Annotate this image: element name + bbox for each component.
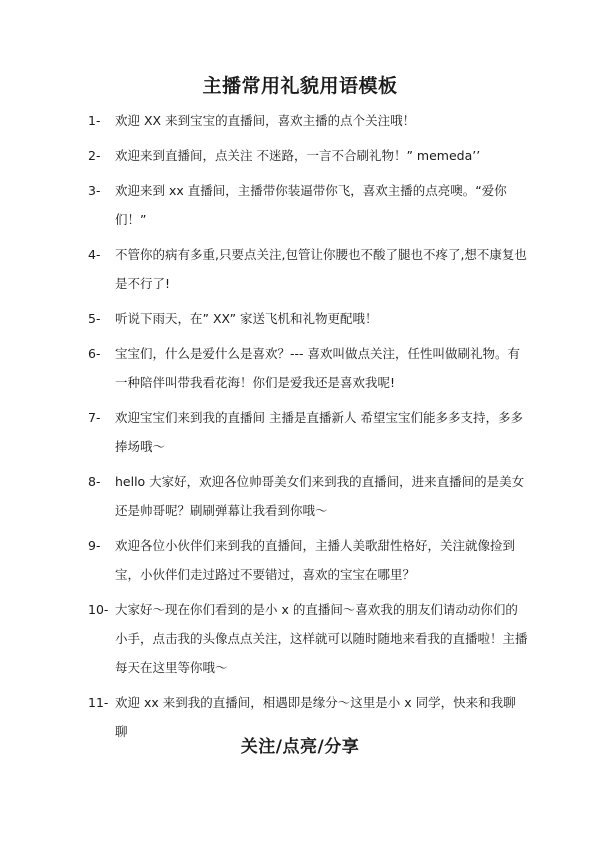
item-text: 欢迎来到直播间，点关注 不迷路，一言不合刷礼物！” memeda’’ xyxy=(115,148,481,163)
list-item xyxy=(88,240,528,298)
item-text: 听说下雨天，在” XX” 家送飞机和礼物更配哦！ xyxy=(115,311,378,326)
item-number: 1- xyxy=(88,113,101,128)
item-number: 2- xyxy=(88,148,101,163)
item-text: 宝宝们，什么是爱什么是喜欢？--- 喜欢叫做点关注，任性叫做刷礼物。有一种陪伴叫带我看花海！你们是爱我还是喜欢我呢! xyxy=(115,346,521,390)
item-number: 11- xyxy=(88,695,109,710)
item-number: 5- xyxy=(88,311,101,326)
list-item xyxy=(88,531,528,589)
item-number: 7- xyxy=(88,410,101,425)
item-number: 6- xyxy=(88,346,101,361)
list-item xyxy=(88,141,528,170)
item-text: hello 大家好，欢迎各位帅哥美女们来到我的直播间，进来直播间的是美女还是帅哥呢？刷刷弹幕让我看到你哦～ xyxy=(115,474,525,518)
item-number: 9- xyxy=(88,538,101,553)
list-item xyxy=(88,595,528,682)
item-text: 欢迎 XX 来到宝宝的直播间，喜欢主播的点个关注哦！ xyxy=(115,113,416,128)
item-text: 大家好～现在你们看到的是小 x 的直播间～喜欢我的朋友们请动动你们的小手，点击我的头像点点关注，这样就可以随时随地来看我的直播啦！主播每天在这里等你哦～ xyxy=(115,602,528,675)
list-item xyxy=(88,106,528,135)
item-text: 欢迎 xx 来到我的直播间，相遇即是缘分～这里是小 x 同学，快来和我聊聊 xyxy=(115,695,516,739)
document-title: 主播常用礼貌用语模板 xyxy=(202,75,398,97)
list-item xyxy=(88,467,528,525)
list-item xyxy=(88,304,528,333)
item-text: 欢迎各位小伙伴们来到我的直播间，主播人美歌甜性格好，关注就像捡到宝，小伙伴们走过路过不要错过，喜欢的宝宝在哪里？ xyxy=(115,538,516,582)
item-number: 3- xyxy=(88,183,101,198)
item-number: 8- xyxy=(88,474,101,489)
item-text: 不管你的病有多重,只要点关注,包管让你腰也不酸了腿也不疼了,想不康复也是不行了! xyxy=(115,247,527,291)
list-item xyxy=(88,176,528,234)
footer-tagline: 关注/点亮/分享 xyxy=(240,737,360,757)
item-text: 欢迎来到 xx 直播间，主播带你装逼带你飞，喜欢主播的点亮噢。“爱你们！” xyxy=(115,183,507,227)
item-text: 欢迎宝宝们来到我的直播间 主播是直播新人 希望宝宝们能多多支持，多多捧场哦～ xyxy=(115,410,523,454)
phrase-list xyxy=(88,106,528,752)
item-number: 4- xyxy=(88,247,101,262)
item-number: 10- xyxy=(88,602,109,617)
list-item xyxy=(88,403,528,461)
list-item xyxy=(88,339,528,397)
